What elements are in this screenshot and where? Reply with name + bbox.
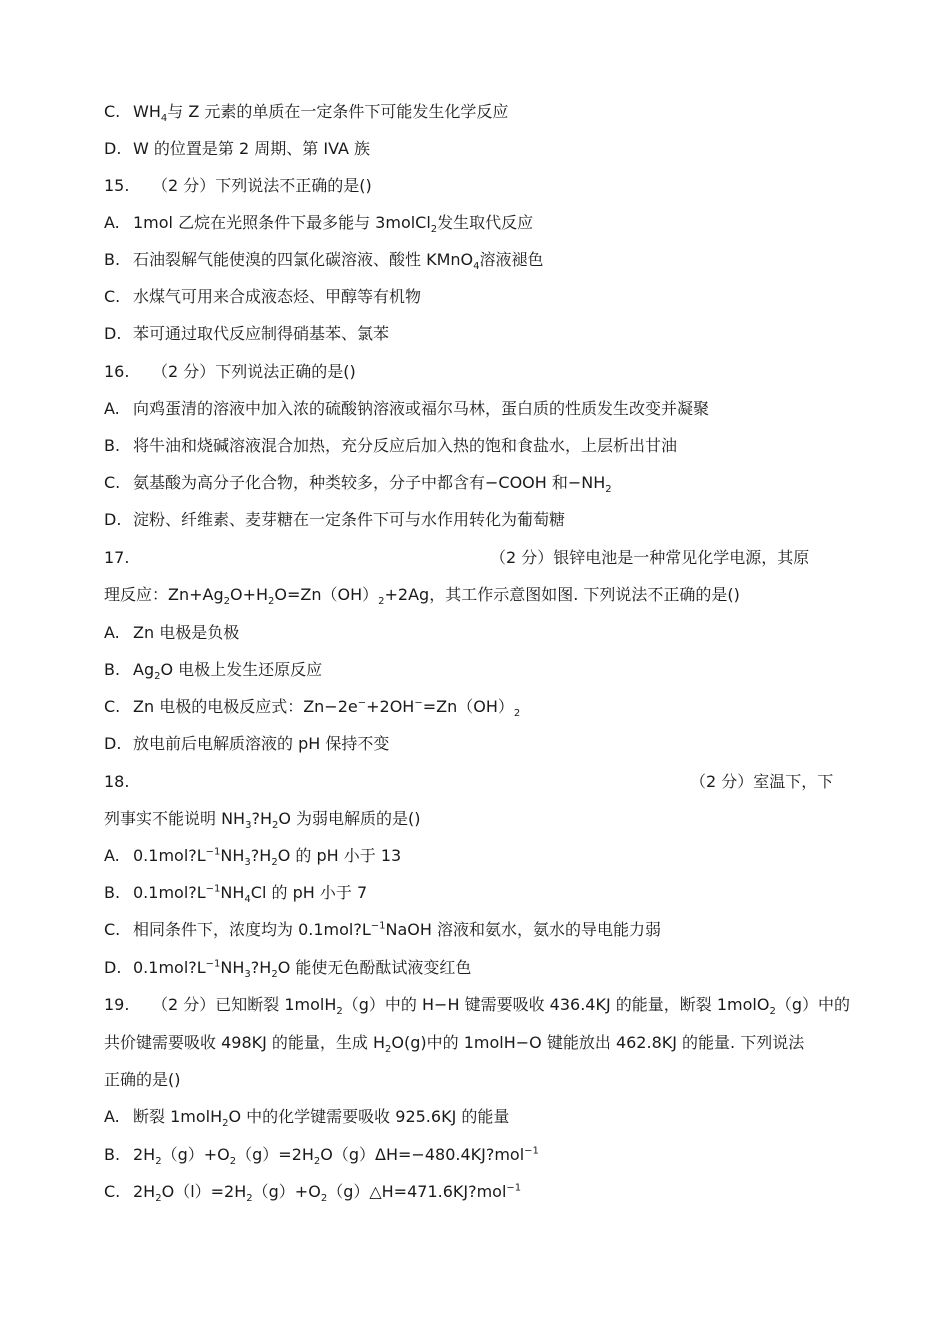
text: ?H	[250, 846, 272, 865]
option-label: C.	[104, 920, 121, 939]
superscript: −1	[205, 958, 221, 970]
text: 理反应：Zn+Ag	[104, 585, 224, 604]
question-number: 17.	[104, 548, 130, 567]
text: O 电极上发生还原反应	[160, 660, 323, 679]
text: 溶液褪色	[479, 250, 544, 269]
text: NaOH 溶液和氨水，氨水的导电能力弱	[385, 920, 662, 939]
option-b-line	[104, 436, 677, 456]
subscript: 2	[222, 1118, 229, 1130]
option-label: D.	[104, 734, 122, 753]
text: 将牛油和烧碱溶液混合加热，充分反应后加入热的饱和食盐水，上层析出甘油	[133, 436, 678, 455]
text: Zn 电极的电极反应式：Zn−2e	[133, 697, 358, 716]
superscript: −1	[506, 1182, 522, 1194]
option-d-line	[104, 510, 565, 530]
text: 放电前后电解质溶液的 pH 保持不变	[133, 734, 390, 753]
text: 0.1mol?L	[133, 883, 206, 902]
text: 相同条件下，浓度均为 0.1mol?L	[133, 920, 371, 939]
option-label: B.	[104, 436, 121, 455]
option-label: C.	[104, 287, 121, 306]
text: O 能使无色酚酞试液变红色	[277, 958, 472, 977]
text: +2OH	[366, 697, 415, 716]
text: （g）△H=471.6KJ?mol	[327, 1182, 507, 1201]
text: 断裂 1molH	[133, 1107, 223, 1126]
text: 氨基酸为高分子化合物，种类较多，分子中都含有−COOH 和−NH	[133, 473, 606, 492]
text: O 为弱电解质的是()	[278, 809, 421, 828]
subscript: 2	[605, 484, 612, 496]
question-15	[104, 176, 372, 196]
superscript: −1	[205, 883, 221, 895]
text: ?H	[251, 809, 272, 828]
text: 石油裂解气能使溴的四氯化碳溶液、酸性 KMnO	[133, 250, 474, 269]
text: 0.1mol?L	[133, 958, 206, 977]
text: O（g）ΔH=−480.4KJ?mol	[320, 1145, 525, 1164]
subscript: 2	[155, 1156, 162, 1168]
question-18-number-line	[104, 772, 152, 792]
subscript: 2	[272, 820, 279, 832]
text: 淀粉、纤维素、麦芽糖在一定条件下可与水作用转化为葡萄糖	[133, 510, 566, 529]
subscript: 2	[268, 596, 275, 608]
text: NH	[220, 846, 245, 865]
question-17-number-line	[104, 548, 152, 568]
option-d-line	[104, 734, 389, 754]
text: +2Ag，其工作示意图如图. 下列说法不正确的是()	[384, 585, 740, 604]
question-stem: （2 分）下列说法正确的是()	[152, 362, 356, 381]
subscript: 2	[385, 1044, 392, 1056]
option-label: C.	[104, 473, 121, 492]
question-16	[104, 362, 356, 382]
subscript: 2	[271, 857, 278, 869]
option-d-line	[104, 958, 472, 981]
option-d-line	[104, 324, 389, 344]
subscript: 2	[223, 596, 230, 608]
text: O=Zn（OH）	[274, 585, 379, 604]
text: NH	[220, 883, 245, 902]
text: （2 分）已知断裂 1molH	[152, 995, 337, 1014]
question-19-stem-end	[104, 1070, 181, 1090]
option-label: A.	[104, 1107, 120, 1126]
option-b-line	[104, 883, 368, 906]
option-c-line	[104, 920, 661, 940]
question-number: 15.	[104, 176, 130, 195]
text: 0.1mol?L	[133, 846, 206, 865]
question-17-stem-start: （2 分）银锌电池是一种常见化学电源，其原	[490, 548, 810, 567]
option-label: A.	[104, 399, 120, 418]
text: Ag	[133, 660, 155, 679]
question-number: 16.	[104, 362, 130, 381]
option-label: D.	[104, 324, 122, 343]
subscript: 2	[769, 1006, 776, 1018]
option-a-line	[104, 623, 239, 643]
text: O 的 pH 小于 13	[277, 846, 402, 865]
subscript: 4	[244, 894, 251, 906]
subscript: 2	[271, 969, 278, 981]
text: 水煤气可用来合成液态烃、甲醇等有机物	[133, 287, 422, 306]
option-c-line	[104, 697, 521, 720]
option-label: A.	[104, 213, 120, 232]
text: 列事实不能说明 NH	[104, 809, 246, 828]
subscript: 3	[245, 820, 252, 832]
option-label: B.	[104, 883, 121, 902]
subscript: 2	[155, 1193, 162, 1205]
text: 共价键需要吸收 498KJ 的能量，生成 H	[104, 1033, 386, 1052]
option-label: D.	[104, 958, 122, 977]
text: （g）+O	[252, 1182, 321, 1201]
text: （g）=2H	[236, 1145, 314, 1164]
text: O+H	[230, 585, 269, 604]
option-a-line	[104, 399, 709, 419]
option-label: B.	[104, 660, 121, 679]
option-label: D.	[104, 510, 122, 529]
option-label: C.	[104, 697, 121, 716]
text: 2H	[133, 1182, 156, 1201]
option-c-line	[104, 102, 509, 125]
subscript: 4	[160, 113, 168, 125]
option-b-line	[104, 660, 323, 683]
option-c-line	[104, 1182, 522, 1205]
question-number: 19.	[104, 995, 130, 1014]
subscript: 2	[246, 1193, 253, 1205]
subscript: 2	[513, 708, 521, 720]
question-stem: （2 分）下列说法不正确的是()	[152, 176, 372, 195]
subscript: 3	[244, 969, 251, 981]
question-18-stem-start: （2 分）室温下，下	[690, 772, 834, 791]
superscript: −	[414, 697, 423, 709]
option-label: B.	[104, 250, 121, 269]
option-label: C.	[104, 102, 121, 121]
question-number: 18.	[104, 772, 130, 791]
option-d-line	[104, 139, 370, 159]
text: Cl 的 pH 小于 7	[250, 883, 368, 902]
subscript: 2	[378, 596, 385, 608]
option-label: A.	[104, 623, 120, 642]
option-a-line	[104, 1107, 510, 1130]
text: 向鸡蛋清的溶液中加入浓的硫酸钠溶液或福尔马林，蛋白质的性质发生改变并凝聚	[133, 399, 710, 418]
option-c-line	[104, 473, 612, 496]
option-label: A.	[104, 846, 120, 865]
text: ?H	[250, 958, 272, 977]
text: 1mol 乙烷在光照条件下最多能与 3molCl	[133, 213, 431, 232]
text: （g）中的	[775, 995, 850, 1014]
text: O（l）=2H	[161, 1182, 247, 1201]
text: =Zn（OH）	[422, 697, 514, 716]
option-a-line	[104, 213, 534, 236]
text: NH	[220, 958, 245, 977]
text: W 的位置是第 2 周期、第 IVA 族	[133, 139, 371, 158]
superscript: −1	[524, 1145, 539, 1157]
question-17-stem	[104, 585, 740, 608]
question-18-stem	[104, 809, 421, 832]
text: （g）中的 H−H 键需要吸收 436.4KJ 的能量，断裂 1molO	[342, 995, 770, 1014]
superscript: −1	[205, 846, 221, 858]
option-label: C.	[104, 1182, 121, 1201]
superscript: −1	[370, 920, 386, 932]
text: （g）+O	[161, 1145, 230, 1164]
option-a-line	[104, 846, 402, 869]
text: 正确的是()	[104, 1070, 181, 1089]
text: Zn 电极是负极	[133, 623, 240, 642]
option-b-line	[104, 1145, 539, 1168]
subscript: 2	[430, 224, 438, 236]
option-c-line	[104, 287, 421, 307]
text: O 中的化学键需要吸收 925.6KJ 的能量	[228, 1107, 510, 1126]
question-19	[104, 995, 850, 1018]
subscript: 2	[229, 1156, 237, 1168]
subscript: 3	[244, 857, 251, 869]
subscript: 2	[313, 1156, 321, 1168]
subscript: 2	[154, 671, 161, 683]
subscript: 2	[336, 1006, 343, 1018]
text: 发生取代反应	[437, 213, 534, 232]
text: O(g)中的 1molH−O 键能放出 462.8KJ 的能量. 下列说法	[391, 1033, 805, 1052]
subscript: 4	[473, 261, 480, 273]
option-b-line	[104, 250, 544, 273]
text: 与 Z 元素的单质在一定条件下可能发生化学反应	[167, 102, 509, 121]
question-19-stem-cont	[104, 1033, 805, 1056]
subscript: 2	[320, 1193, 328, 1205]
text: WH	[133, 102, 161, 121]
text: 苯可通过取代反应制得硝基苯、氯苯	[133, 324, 390, 343]
superscript: −	[357, 697, 367, 709]
text: 2H	[133, 1145, 156, 1164]
option-label: D.	[104, 139, 122, 158]
option-label: B.	[104, 1145, 121, 1164]
